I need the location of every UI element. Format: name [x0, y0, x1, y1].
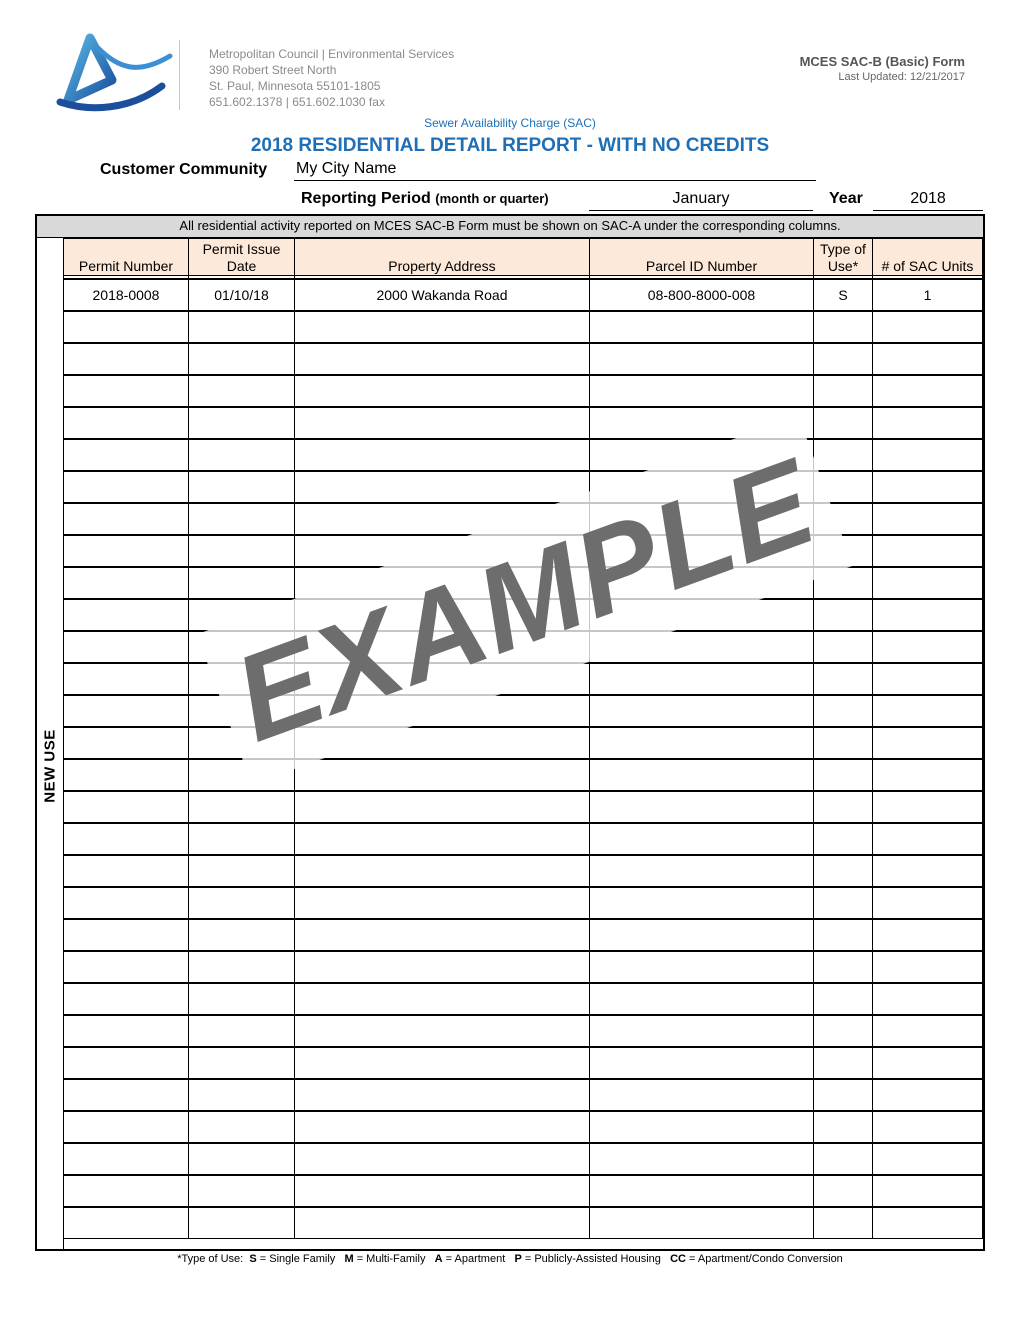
permit-number-cell[interactable] — [64, 311, 189, 343]
org-line-phone: 651.602.1378 | 651.602.1030 fax — [209, 95, 385, 109]
org-line-city: St. Paul, Minnesota 55101-1805 — [209, 79, 381, 93]
property-address-cell[interactable] — [295, 343, 590, 375]
col-label-line1: Permit Issue — [202, 241, 281, 257]
sac-units-cell[interactable] — [873, 951, 983, 983]
permit-number-cell[interactable] — [64, 951, 189, 983]
parcel-id-cell[interactable] — [590, 855, 814, 887]
issue-date-cell[interactable] — [189, 855, 295, 887]
table-row — [64, 887, 983, 919]
parcel-id-cell[interactable] — [590, 823, 814, 855]
table-row — [64, 951, 983, 983]
issue-date-cell[interactable] — [189, 887, 295, 919]
sac-units-cell[interactable] — [873, 599, 983, 631]
col-permit-issue-date — [189, 239, 295, 276]
issue-date-cell[interactable] — [189, 1207, 295, 1239]
table-row — [64, 1047, 983, 1079]
col-type-of-use — [814, 239, 873, 276]
legend-desc: = Apartment — [445, 1253, 506, 1265]
reporting-period-note: (month or quarter) — [435, 191, 549, 206]
sac-units-cell[interactable] — [873, 1111, 983, 1143]
table-row — [64, 375, 983, 407]
type-of-use-cell[interactable] — [814, 407, 873, 439]
sac-units-cell[interactable] — [873, 983, 983, 1015]
col-label-line1: Type of — [820, 241, 866, 257]
issue-date-cell[interactable] — [189, 439, 295, 471]
property-address-cell[interactable] — [295, 1079, 590, 1111]
year-field[interactable]: 2018 — [873, 190, 983, 211]
parcel-id-cell[interactable] — [590, 343, 814, 375]
issue-date-cell[interactable]: 01/10/18 — [189, 279, 295, 311]
sac-units-cell[interactable] — [873, 471, 983, 503]
type-of-use-cell[interactable] — [814, 311, 873, 343]
permit-number-cell[interactable] — [64, 663, 189, 695]
col-label-line2: Parcel ID Number — [645, 258, 758, 274]
parcel-id-cell[interactable] — [590, 375, 814, 407]
org-line-street: 390 Robert Street North — [209, 63, 337, 77]
sac-units-cell[interactable] — [873, 503, 983, 535]
col-property-address — [295, 239, 590, 276]
section-label — [37, 724, 63, 808]
table-row — [64, 279, 983, 311]
parcel-id-cell[interactable]: 08-800-8000-008 — [590, 279, 814, 311]
table-row — [64, 919, 983, 951]
legend-code: P — [514, 1253, 522, 1265]
parcel-id-cell[interactable] — [590, 887, 814, 919]
type-of-use-cell[interactable] — [814, 1079, 873, 1111]
permit-number-cell[interactable] — [64, 855, 189, 887]
legend-code: A — [434, 1253, 443, 1265]
sac-units-cell[interactable] — [873, 1207, 983, 1239]
sac-units-cell[interactable] — [873, 919, 983, 951]
issue-date-cell[interactable] — [189, 1143, 295, 1175]
table-row — [64, 1015, 983, 1047]
col-label-line2: Property Address — [388, 258, 496, 274]
organization-address — [209, 46, 454, 110]
report-title: 2018 RESIDENTIAL DETAIL REPORT - WITH NO CREDITS — [250, 135, 770, 156]
issue-date-cell[interactable] — [189, 983, 295, 1015]
table-row — [64, 1143, 983, 1175]
sac-units-cell[interactable] — [873, 791, 983, 823]
issue-date-cell[interactable] — [189, 1015, 295, 1047]
legend-prefix: *Type of Use: — [177, 1253, 244, 1265]
permit-number-cell[interactable] — [64, 791, 189, 823]
permit-number-cell[interactable] — [64, 1207, 189, 1239]
form-identifier — [800, 54, 965, 83]
col-label-line2: # of SAC Units — [881, 258, 974, 274]
sac-units-cell[interactable] — [873, 1143, 983, 1175]
permit-number-cell[interactable] — [64, 343, 189, 375]
parcel-id-cell[interactable] — [590, 951, 814, 983]
sac-units-cell[interactable] — [873, 1015, 983, 1047]
property-address-cell[interactable] — [295, 919, 590, 951]
permit-number-cell[interactable] — [64, 375, 189, 407]
legend-desc: = Multi-Family — [356, 1253, 426, 1265]
legend-desc: = Apartment/Condo Conversion — [689, 1253, 843, 1265]
parcel-id-cell[interactable] — [590, 1111, 814, 1143]
property-address-cell[interactable] — [295, 471, 590, 503]
sac-units-cell[interactable] — [873, 695, 983, 727]
year-label: Year — [829, 190, 863, 207]
table-row — [64, 1079, 983, 1111]
table-row — [64, 791, 983, 823]
property-address-cell[interactable] — [295, 791, 590, 823]
sac-units-cell[interactable] — [873, 887, 983, 919]
table-row — [64, 1111, 983, 1143]
property-address-cell[interactable] — [295, 887, 590, 919]
parcel-id-cell[interactable] — [590, 1015, 814, 1047]
type-of-use-cell[interactable] — [814, 375, 873, 407]
sac-units-cell[interactable] — [873, 1175, 983, 1207]
type-of-use-cell[interactable] — [814, 1111, 873, 1143]
parcel-id-cell[interactable] — [590, 759, 814, 791]
sac-units-cell[interactable] — [873, 343, 983, 375]
property-address-cell[interactable] — [295, 823, 590, 855]
permit-number-cell[interactable] — [64, 1143, 189, 1175]
sac-units-cell[interactable] — [873, 535, 983, 567]
property-address-cell[interactable] — [295, 855, 590, 887]
permit-number-cell[interactable] — [64, 567, 189, 599]
permit-number-cell[interactable] — [64, 535, 189, 567]
parcel-id-cell[interactable] — [590, 1079, 814, 1111]
legend-desc: = Publicly-Assisted Housing — [524, 1253, 661, 1265]
col-label-line2: Permit Number — [78, 258, 174, 274]
sac-units-cell[interactable] — [873, 759, 983, 791]
type-of-use-cell[interactable] — [814, 759, 873, 791]
type-of-use-cell[interactable] — [814, 1047, 873, 1079]
table-row — [64, 983, 983, 1015]
property-address-cell[interactable] — [295, 439, 590, 471]
org-line-name: Metropolitan Council | Environmental Services — [209, 47, 455, 61]
table-row — [64, 439, 983, 471]
reporting-period-label — [301, 190, 549, 208]
permit-number-cell[interactable] — [64, 1015, 189, 1047]
permit-number-cell[interactable] — [64, 1047, 189, 1079]
table-row — [64, 695, 983, 727]
sac-units-cell[interactable] — [873, 567, 983, 599]
header-divider — [179, 40, 180, 110]
issue-date-cell[interactable] — [189, 375, 295, 407]
permit-number-cell[interactable] — [64, 631, 189, 663]
type-of-use-cell[interactable] — [814, 727, 873, 759]
table-header-row — [64, 239, 983, 276]
sac-units-cell[interactable] — [873, 855, 983, 887]
type-of-use-cell[interactable] — [814, 919, 873, 951]
table-row — [64, 343, 983, 375]
permit-number-cell[interactable] — [64, 887, 189, 919]
issue-date-cell[interactable] — [189, 919, 295, 951]
table-row — [64, 855, 983, 887]
issue-date-cell[interactable] — [189, 503, 295, 535]
permit-number-cell[interactable] — [64, 823, 189, 855]
type-of-use-cell[interactable] — [814, 951, 873, 983]
permit-number-cell[interactable] — [64, 727, 189, 759]
new-use-label: NEW USE — [41, 729, 59, 803]
type-of-use-cell[interactable] — [814, 631, 873, 663]
permit-number-cell[interactable] — [64, 919, 189, 951]
property-address-cell[interactable] — [295, 1143, 590, 1175]
permit-number-cell[interactable] — [64, 503, 189, 535]
issue-date-cell[interactable] — [189, 535, 295, 567]
type-of-use-cell[interactable] — [814, 439, 873, 471]
property-address-cell[interactable] — [295, 1207, 590, 1239]
legend-code: CC — [670, 1253, 686, 1265]
parcel-id-cell[interactable] — [590, 727, 814, 759]
parcel-id-cell[interactable] — [590, 983, 814, 1015]
col-label-line2: Date — [226, 258, 257, 274]
sac-units-cell[interactable] — [873, 727, 983, 759]
property-address-cell[interactable] — [295, 311, 590, 343]
form-name: MCES SAC-B (Basic) Form — [799, 54, 965, 69]
type-of-use-cell[interactable] — [814, 663, 873, 695]
table-row — [64, 759, 983, 791]
issue-date-cell[interactable] — [189, 1047, 295, 1079]
permit-number-cell[interactable] — [64, 407, 189, 439]
form-subtitle: Sewer Availability Charge (SAC) — [424, 116, 596, 130]
permit-table — [63, 238, 983, 1239]
metropolitan-council-logo — [50, 30, 184, 120]
type-of-use-cell[interactable] — [814, 1175, 873, 1207]
parcel-id-cell[interactable] — [590, 663, 814, 695]
permit-number-cell[interactable] — [64, 759, 189, 791]
property-address-cell[interactable] — [295, 1175, 590, 1207]
type-of-use-cell[interactable] — [814, 1207, 873, 1239]
sac-units-cell[interactable] — [873, 375, 983, 407]
property-address-cell[interactable] — [295, 407, 590, 439]
legend-desc: = Single Family — [259, 1253, 336, 1265]
last-updated: Last Updated: 12/21/2017 — [838, 71, 965, 83]
sac-units-cell[interactable]: 1 — [873, 279, 983, 311]
issue-date-cell[interactable] — [189, 1111, 295, 1143]
type-of-use-cell[interactable] — [814, 791, 873, 823]
col-parcel-id — [590, 239, 814, 276]
table-row — [64, 311, 983, 343]
legend-code: M — [344, 1253, 354, 1265]
property-address-cell[interactable] — [295, 951, 590, 983]
permit-number-cell[interactable] — [64, 1175, 189, 1207]
sac-units-cell[interactable] — [873, 1079, 983, 1111]
property-address-cell[interactable] — [295, 1015, 590, 1047]
permit-number-cell[interactable] — [64, 983, 189, 1015]
issue-date-cell[interactable] — [189, 1175, 295, 1207]
customer-community-field[interactable]: My City Name — [294, 160, 816, 181]
type-of-use-legend — [0, 1253, 1020, 1265]
table-row — [64, 1175, 983, 1207]
parcel-id-cell[interactable] — [590, 791, 814, 823]
property-address-cell[interactable] — [295, 1111, 590, 1143]
type-of-use-cell[interactable] — [814, 695, 873, 727]
table-body — [64, 279, 983, 1239]
parcel-id-cell[interactable] — [590, 919, 814, 951]
parcel-id-cell[interactable] — [590, 1207, 814, 1239]
issue-date-cell[interactable] — [189, 1079, 295, 1111]
issue-date-cell[interactable] — [189, 823, 295, 855]
parcel-id-cell[interactable] — [590, 311, 814, 343]
sac-units-cell[interactable] — [873, 439, 983, 471]
table-row — [64, 471, 983, 503]
col-label-line2: Use* — [827, 258, 859, 274]
parcel-id-cell[interactable] — [590, 1143, 814, 1175]
reporting-period-text: Reporting Period — [301, 190, 431, 207]
sac-units-cell[interactable] — [873, 407, 983, 439]
table-notice: All residential activity reported on MCES SAC-B Form must be shown on SAC-A under the corresponding columns. — [37, 216, 983, 238]
type-of-use-cell[interactable] — [814, 1015, 873, 1047]
permit-number-cell[interactable]: 2018-0008 — [64, 279, 189, 311]
permit-number-cell[interactable] — [64, 439, 189, 471]
type-of-use-cell[interactable]: S — [814, 279, 873, 311]
customer-community-label: Customer Community — [100, 161, 268, 178]
type-of-use-cell[interactable] — [814, 599, 873, 631]
sac-units-cell[interactable] — [873, 1047, 983, 1079]
property-address-cell[interactable] — [295, 375, 590, 407]
issue-date-cell[interactable] — [189, 951, 295, 983]
table-row — [64, 407, 983, 439]
issue-date-cell[interactable] — [189, 567, 295, 599]
property-address-cell[interactable] — [295, 983, 590, 1015]
permit-number-cell[interactable] — [64, 695, 189, 727]
table-row — [64, 727, 983, 759]
parcel-id-cell[interactable] — [590, 1175, 814, 1207]
permit-number-cell[interactable] — [64, 1079, 189, 1111]
permit-number-cell[interactable] — [64, 1111, 189, 1143]
parcel-id-cell[interactable] — [590, 695, 814, 727]
property-address-cell[interactable] — [295, 759, 590, 791]
sac-units-cell[interactable] — [873, 663, 983, 695]
type-of-use-cell[interactable] — [814, 1143, 873, 1175]
reporting-period-field[interactable]: January — [589, 190, 813, 211]
issue-date-cell[interactable] — [189, 791, 295, 823]
sac-units-cell[interactable] — [873, 631, 983, 663]
type-of-use-cell[interactable] — [814, 343, 873, 375]
issue-date-cell[interactable] — [189, 311, 295, 343]
parcel-id-cell[interactable] — [590, 1047, 814, 1079]
issue-date-cell[interactable] — [189, 343, 295, 375]
type-of-use-cell[interactable] — [814, 823, 873, 855]
sac-units-cell[interactable] — [873, 311, 983, 343]
example-watermark: EXAMPLE — [197, 415, 853, 784]
issue-date-cell[interactable] — [189, 471, 295, 503]
type-of-use-cell[interactable] — [814, 983, 873, 1015]
type-of-use-cell[interactable] — [814, 855, 873, 887]
legend-code: S — [249, 1253, 257, 1265]
table-row — [64, 1207, 983, 1239]
permit-number-cell[interactable] — [64, 471, 189, 503]
table-row — [64, 823, 983, 855]
property-address-cell[interactable]: 2000 Wakanda Road — [295, 279, 590, 311]
property-address-cell[interactable] — [295, 1047, 590, 1079]
col-permit-number — [64, 239, 189, 276]
col-sac-units — [873, 239, 983, 276]
permit-number-cell[interactable] — [64, 599, 189, 631]
sac-units-cell[interactable] — [873, 823, 983, 855]
issue-date-cell[interactable] — [189, 407, 295, 439]
type-of-use-cell[interactable] — [814, 887, 873, 919]
